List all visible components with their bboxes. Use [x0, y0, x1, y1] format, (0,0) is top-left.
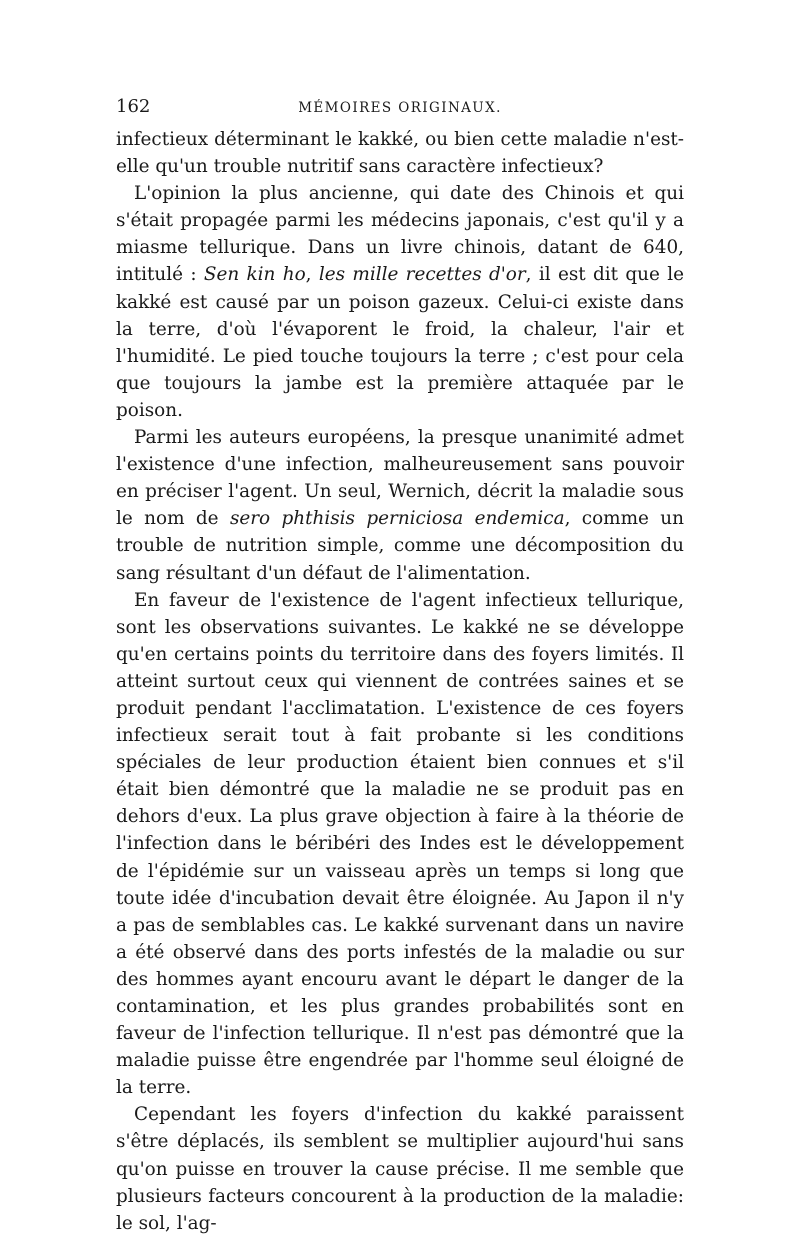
book-page	[116, 92, 684, 1237]
text-segment: Cependant les foyers d'infection du kakké paraissent s'être déplacés, ils semblent se multiplier aujourd'hui sans qu'on puisse en trouver la cause précise. Il me semble que plusieurs facteurs concourent à la production de la maladie: le sol, l'ag-	[116, 1104, 684, 1234]
paragraph	[116, 424, 684, 587]
paragraph	[116, 587, 684, 1102]
italic-text: les mille recettes d'or	[318, 264, 526, 286]
italic-text: Sen kin ho	[203, 264, 306, 286]
text-segment: infectieux déterminant le kakké, ou bien cette maladie n'est-elle qu'un trouble nutritif sans caractère infectieux?	[116, 129, 684, 178]
text-segment: Parmi les auteurs européens, la presque unanimité admet l'existence d'une infection, malheureusement sans pouvoir en préciser l'agent. Un seul, Wernich, décrit la maladie sous le nom de	[116, 427, 684, 530]
text-segment: , comme un trouble de nutrition simple, comme une décomposition du sang résultant d'un défaut de l'alimentation.	[116, 508, 684, 584]
running-header	[116, 92, 684, 126]
italic-text: sero phthisis perniciosa endemica	[229, 508, 565, 530]
page-number: 162	[116, 96, 151, 117]
text-segment: , il est dit que le kakké est causé par un poison gazeux. Celui-ci existe dans la terre, d'où l'évaporent le froid, la chaleur, l'air et l'humidité. Le pied touche toujours la terre ; c'est pour cela que toujours la jambe est la première attaquée par le poison.	[116, 264, 684, 421]
paragraph	[116, 1101, 684, 1236]
text-segment: En faveur de l'existence de l'agent infectieux tellurique, sont les observations suivantes. Le kakké ne se développe qu'en certains points du territoire dans des foyers limités. Il atteint surtout ceux qui viennent de contrées saines et se produit pendant l'acclimatation. L'existence de ces foyers infectieux serait tout à fait probante si les conditions spéciales de leur production étaient bien connues et s'il était bien démontré que la maladie ne se produit pas en dehors d'eux. La plus grave objection à faire à la théorie de l'infection dans le béribéri des Indes est le développement de l'épidémie sur un vaisseau après un temps si long que toute idée d'incubation devait être éloignée. Au Japon il n'y a pas de semblables cas. Le kakké survenant dans un navire a été observé dans des ports infestés de la maladie ou sur des hommes ayant encouru avant le départ le danger de la contamination, et les plus grandes probabilités sont en faveur de l'infection tellurique. Il n'est pas démontré que la maladie puisse être engendrée par l'homme seul éloigné de la terre.	[116, 589, 684, 1099]
paragraph	[116, 126, 684, 180]
body-text	[116, 126, 684, 1237]
text-segment: ,	[305, 264, 319, 286]
running-title: MÉMOIRES ORIGINAUX.	[298, 100, 502, 116]
paragraph	[116, 180, 684, 424]
text-segment: L'opinion la plus ancienne, qui date des Chinois et qui s'était propagée parmi les médecins japonais, c'est qu'il y a miasme tellurique. Dans un livre chinois, datant de 640, intitulé :	[116, 183, 684, 286]
